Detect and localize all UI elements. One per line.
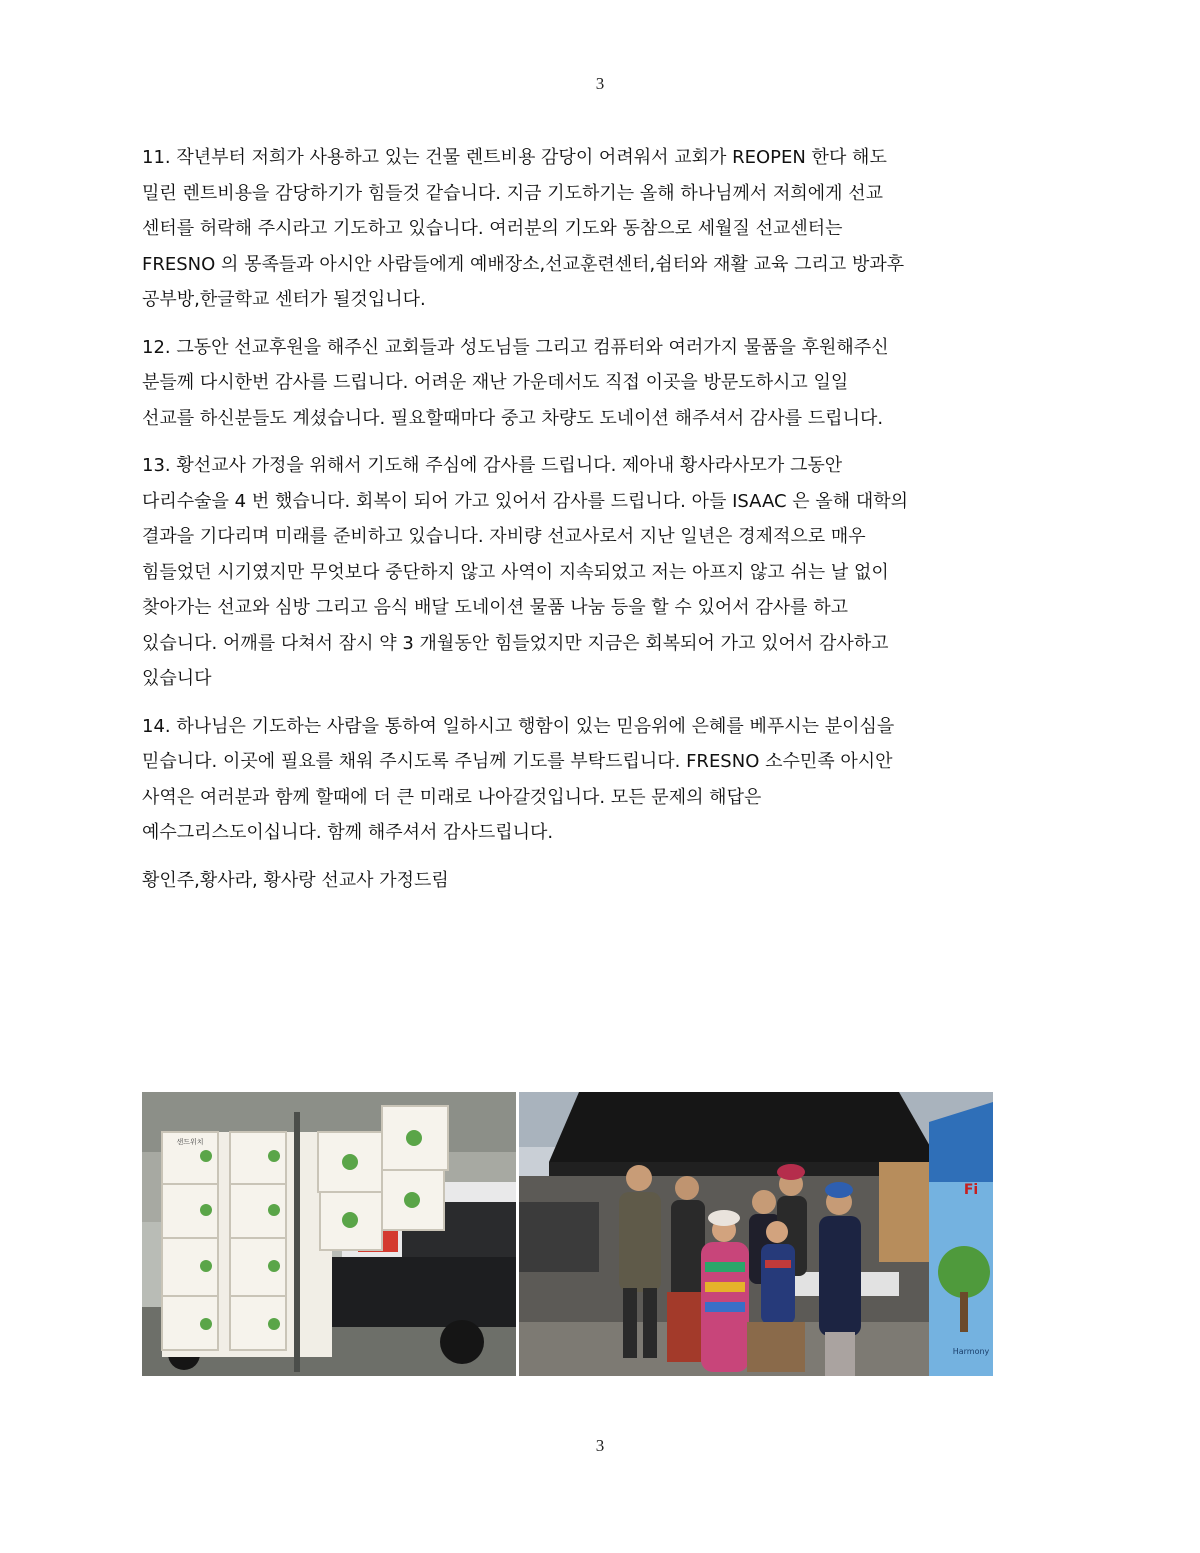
- box-label: 샌드위치: [176, 1138, 204, 1146]
- paragraph-line: 11. 작년부터 저희가 사용하고 있는 건물 렌트비용 감당이 어려워서 교회가 REOPEN 한다 해도: [142, 147, 887, 168]
- photo-donation-boxes-image: [142, 1092, 516, 1376]
- paragraph-line: 믿습니다. 이곳에 필요를 채워 주시도록 주님께 기도를 부탁드립니다. FRESNO 소수민족 아시안: [142, 751, 893, 772]
- paragraph-line: 힘들었던 시기였지만 무엇보다 중단하지 않고 사역이 지속되었고 저는 아프지 않고 쉬는 날 없이: [142, 561, 889, 583]
- photo-outreach-group-image: [519, 1092, 993, 1376]
- paragraph-line: 있습니다: [142, 668, 212, 689]
- banner-text: Fi: [963, 1182, 979, 1198]
- paragraph-12: [142, 330, 1052, 437]
- paragraph-line: 선교를 하신분들도 계셨습니다. 필요할때마다 중고 차량도 도네이션 해주셔서 감사를 드립니다.: [142, 407, 884, 429]
- letter-body: [142, 140, 1052, 910]
- paragraph-line: 센터를 허락해 주시라고 기도하고 있습니다. 여러분의 기도와 동참으로 세월질 선교센터는: [142, 218, 843, 239]
- photo-donation-boxes: [142, 1092, 516, 1376]
- paragraph-line: 공부방,한글학교 센터가 될것입니다.: [142, 289, 426, 310]
- signature-line: 황인주,황사라, 황사랑 선교사 가정드림: [142, 869, 449, 891]
- photo-outreach-group: [519, 1092, 993, 1376]
- paragraph-line: 분들께 다시한번 감사를 드립니다. 어려운 재난 가운데서도 직접 이곳을 방문도하시고 일일: [142, 372, 849, 393]
- paragraph-line: 12. 그동안 선교후원을 해주신 교회들과 성도님들 그리고 컴퓨터와 여러가지 물품을 후원해주신: [142, 336, 889, 358]
- paragraph-line: 밀린 렌트비용을 감당하기가 힘들것 같습니다. 지금 기도하기는 올해 하나님께서 저희에게 선교: [142, 182, 884, 204]
- paragraph-line: 14. 하나님은 기도하는 사람을 통하여 일하시고 행함이 있는 믿음위에 은혜를 베푸시는 분이심을: [142, 715, 895, 737]
- paragraph-line: 있습니다. 어깨를 다쳐서 잠시 약 3 개월동안 힘들었지만 지금은 회복되어 가고 있어서 감사하고: [142, 632, 889, 654]
- paragraph-line: 찾아가는 선교와 심방 그리고 음식 배달 도네이션 물품 나눔 등을 할 수 있어서 감사를 하고: [142, 597, 849, 618]
- paragraph-11: [142, 140, 1052, 318]
- paragraph-13: [142, 448, 1052, 697]
- page-number-bottom: 3: [595, 1436, 605, 1455]
- paragraph-line: 예수그리스도이십니다. 함께 해주셔서 감사드립니다.: [142, 822, 554, 843]
- signature: [142, 863, 1052, 899]
- banner-bottom-text: Harmony: [952, 1347, 990, 1356]
- paragraph-line: 13. 황선교사 가정을 위해서 기도해 주심에 감사를 드립니다. 제아내 황사라사모가 그동안: [142, 455, 843, 476]
- paragraph-14: [142, 709, 1052, 851]
- paragraph-line: 다리수술을 4 번 했습니다. 회복이 되어 가고 있어서 감사를 드립니다. 아들 ISAAC 은 올해 대학의: [142, 490, 909, 512]
- page-number-top: 3: [595, 74, 605, 93]
- photo-strip: [142, 1092, 993, 1376]
- paragraph-line: FRESNO 의 몽족들과 아시안 사람들에게 예배장소,선교훈련센터,쉼터와 재활 교육 그리고 방과후: [142, 253, 905, 275]
- paragraph-line: 결과을 기다리며 미래를 준비하고 있습니다. 자비량 선교사로서 지난 일년은 경제적으로 매우: [142, 526, 866, 547]
- paragraph-line: 사역은 여러분과 함께 할때에 더 큰 미래로 나아갈것입니다. 모든 문제의 해답은: [142, 786, 762, 808]
